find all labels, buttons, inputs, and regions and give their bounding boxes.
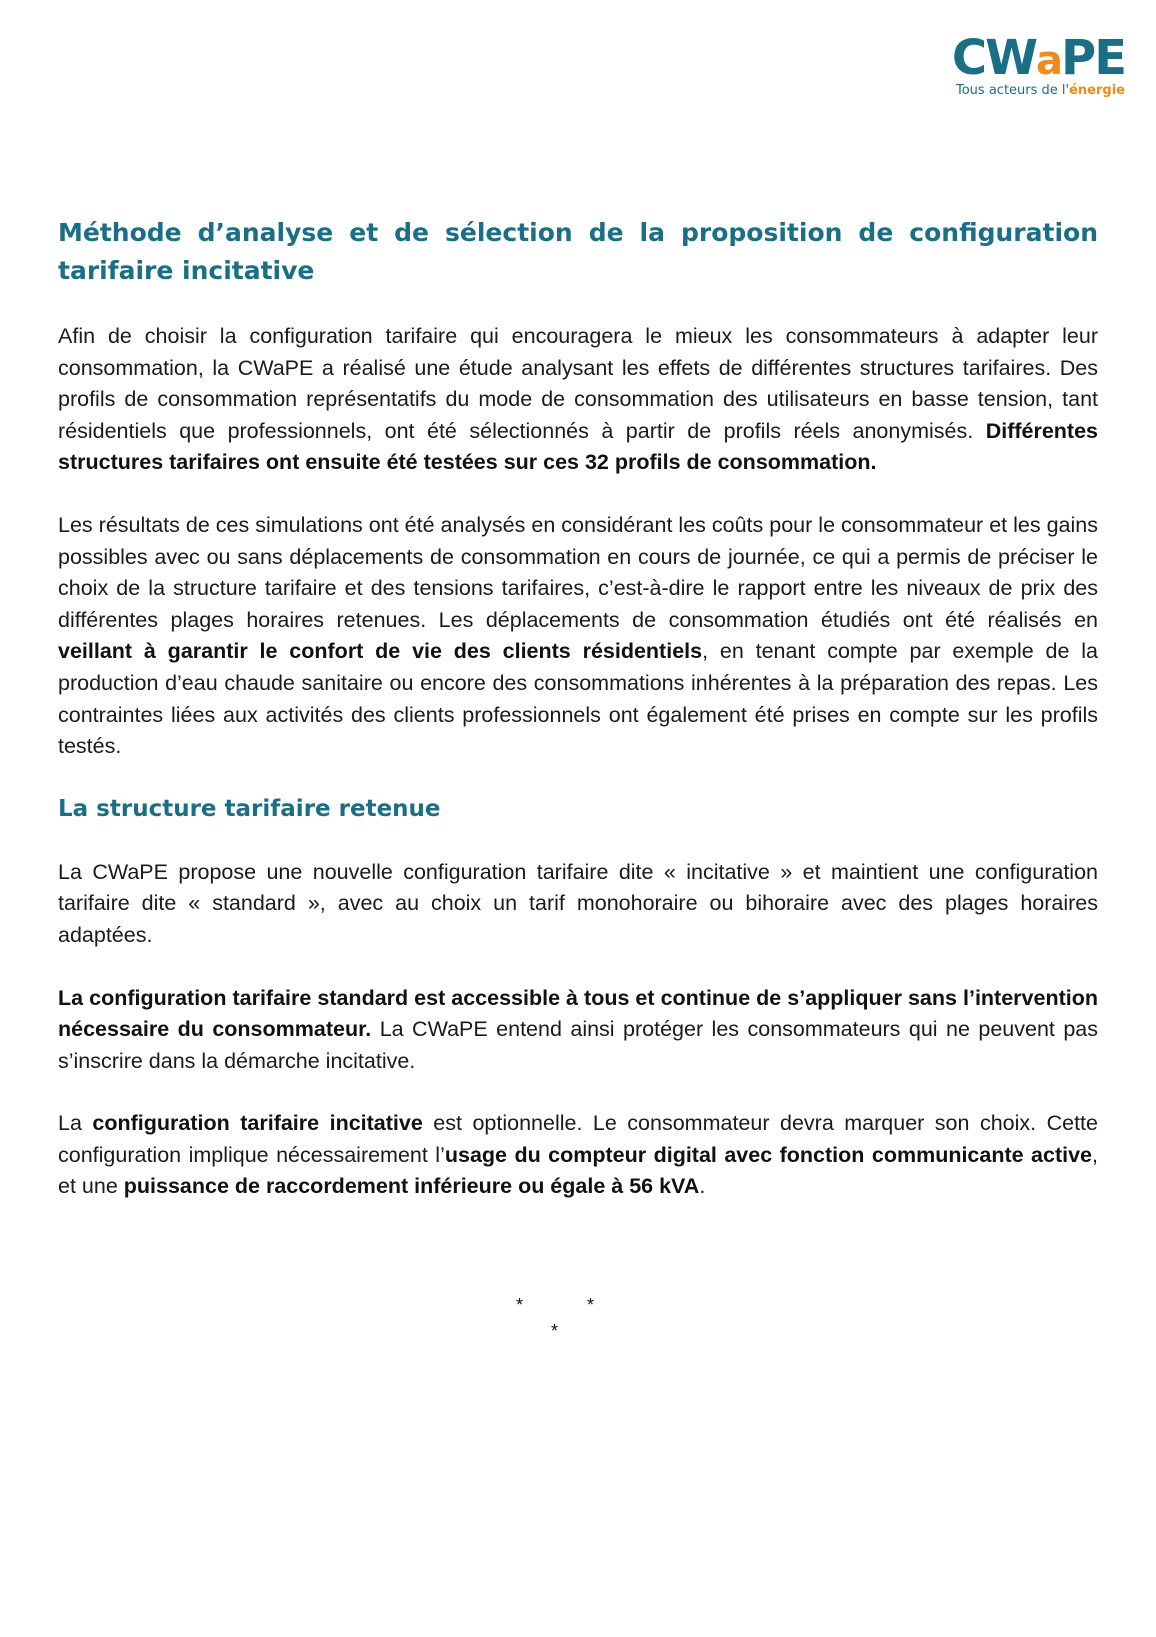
cwape-logo <box>940 30 1125 102</box>
paragraph-etude: Afin de choisir la configuration tarifaire qui encouragera le mieux les consommateurs à adapter leur consommation, la CWaPE a réalisé une étude analysant les effets de différentes structures tarifaires. Des profils de consommation représentatifs du mode de consommation des utilisateurs en basse tension, tant résidentiels que professionnels, ont été sélectionnés à partir de profils réels anonymisés. Différentes structures tarifaires ont ensuite été testées sur ces 32 profils de consommation. <box>58 324 1098 475</box>
paragraph-standard: La configuration tarifaire standard est accessible à tous et continue de s’appliquer sans l’intervention nécessaire du consommateur. La CWaPE entend ainsi protéger les consommateurs qui ne peuvent pas s’inscrire dans la démarche incitative. <box>58 985 1098 1073</box>
asterism-separator <box>0 1295 1156 1355</box>
document-body <box>58 214 1098 1234</box>
logo-tagline: Tous acteurs de l'énergie <box>956 83 1125 98</box>
paragraph-proposition: La CWaPE propose une nouvelle configuration tarifaire dite « incitative » et maintient une configuration tarifaire dite « standard », avec au choix un tarif monohoraire ou bihoraire avec des plages horaires adaptées. <box>58 859 1098 947</box>
separator-star: * <box>551 1321 559 1341</box>
paragraph-incitative: La configuration tarifaire incitative est optionnelle. Le consommateur devra marquer son choix. Cette configuration implique nécessairement l’usage du compteur digital avec fonction communicante active, et une puissance de raccordement inférieure ou égale à 56 kVA. <box>58 1111 1098 1199</box>
paragraph-resultats: Les résultats de ces simulations ont été analysés en considérant les coûts pour le consommateur et les gains possibles avec ou sans déplacements de consommation en cours de journée, ce qui a permis de préciser le choix de la structure tarifaire et des tensions tarifaires, c’est-à-dire le rapport entre les niveaux de prix des différentes plages horaires retenues. Les déplacements de consommation étudiés ont été réalisés en veillant à garantir le confort de vie des clients résidentiels, en tenant compte par exemple de la production d’eau chaude sanitaire ou encore des consommations inhérentes à la préparation des repas. Les contraintes liées aux activités des clients professionnels ont également été prises en compte sur les profils testés. <box>58 512 1098 759</box>
section-title-methode: Méthode d’analyse et de sélection de la proposition de configuration tarifaire incitative <box>58 218 1098 285</box>
separator-star: * <box>587 1295 595 1315</box>
logo-wordmark: CWaPE <box>951 30 1125 86</box>
section-title-structure: La structure tarifaire retenue <box>58 795 441 822</box>
separator-star: * <box>516 1295 524 1315</box>
